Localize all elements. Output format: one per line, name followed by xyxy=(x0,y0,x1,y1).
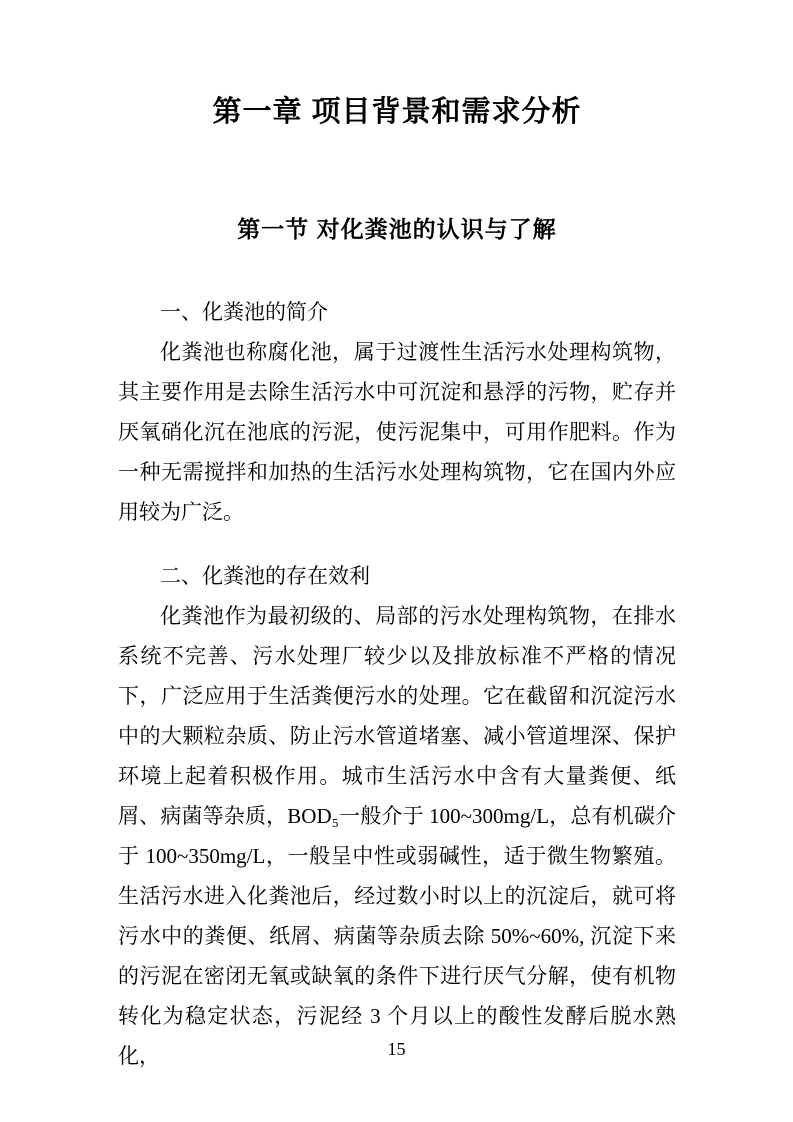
page-number: 15 xyxy=(387,1039,406,1059)
paragraph-2: 化粪池作为最初级的、局部的污水处理构筑物，在排水系统不完善、污水处理厂较少以及排放标准不严格的情况下，广泛应用于生活粪便污水的处理。它在截留和沉淀污水中的大颗粒杂质、防止污水管道堵塞、减小管道埋深、保护环境上起着积极作用。城市生活污水中含有大量粪便、纸屑、病菌等杂质，BOD₅一般介于 100~300mg/L，总有机碳介于 100~350mg/L，一般呈中性或弱碱性，适于微生物繁殖。生活污水进入化粪池后，经过数小时以上的沉淀后，就可将污水中的粪便、纸屑、病菌等杂质去除 50%~60%, 沉淀下来的污泥在密闭无氧或缺氧的条件下进行厌气分解，使有机物转化为稳定状态，污泥经 3 个月以上的酸性发酵后脱水熟化， xyxy=(118,604,676,1068)
chapter-title: 第一章 项目背景和需求分析 xyxy=(212,96,582,128)
section-title: 第一节 对化粪池的认识与了解 xyxy=(237,216,557,242)
paragraph-1: 化粪池也称腐化池，属于过渡性生活污水处理构筑物，其主要作用是去除生活污水中可沉淀和悬浮的污物，贮存并厌氧硝化沉在池底的污泥，使污泥集中，可用作肥料。作为一种无需搅拌和加热的生活污水处理构筑物，它在国内外应用较为广泛。 xyxy=(118,340,676,524)
subheading-1: 一、化粪池的简介 xyxy=(160,300,328,324)
subheading-2: 二、化粪池的存在效利 xyxy=(160,564,370,588)
